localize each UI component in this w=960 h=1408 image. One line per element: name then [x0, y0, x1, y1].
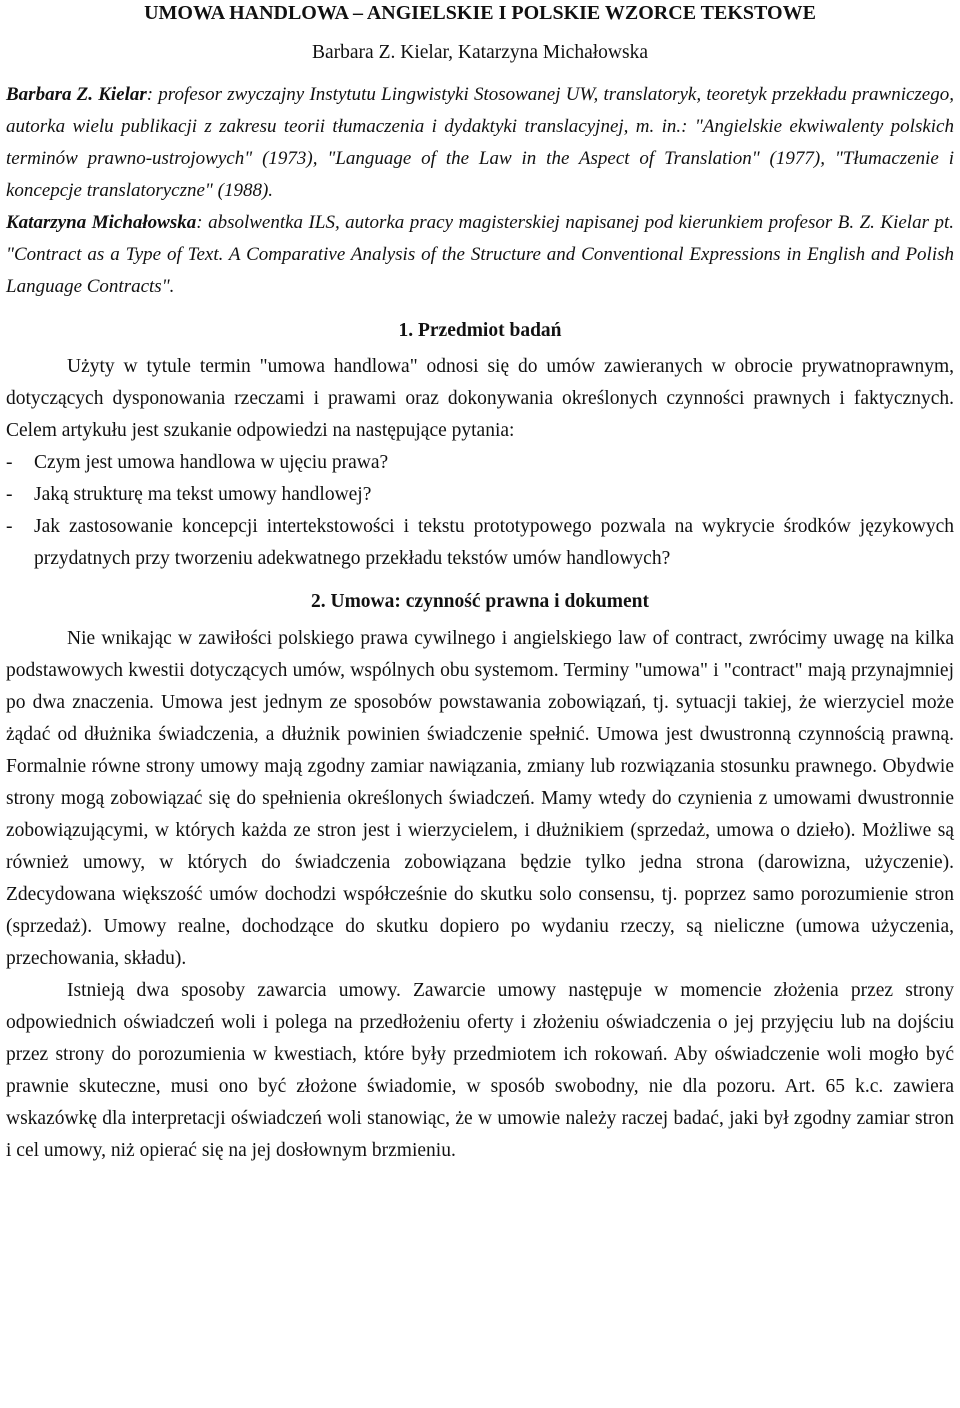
list-item [6, 479, 954, 511]
section-heading: 2. Umowa: czynność prawna i dokument [310, 591, 649, 612]
list-item [6, 511, 954, 575]
author-name: Barbara Z. Kielar [6, 84, 147, 105]
list-item-text: Jak zastosowanie koncepcji intertekstowości i tekstu prototypowego pozwala na wykrycie środków językowych przydatnych przy tworzeniu adekwatnego przekładu tekstów umów handlowych? [34, 516, 954, 569]
question-list [6, 447, 954, 575]
list-item-text: Czym jest umowa handlowa w ujęciu prawa? [34, 452, 389, 473]
list-dash: - [6, 452, 13, 473]
document-title: UMOWA HANDLOWA – ANGIELSKIE I POLSKIE WZORCE TEKSTOWE [144, 2, 816, 24]
list-dash: - [6, 516, 13, 537]
author-bio: : absolwentka ILS, autorka pracy magisterskiej napisanej pod kierunkiem profesor B. Z. Kielar pt. "Contract as a Type of Text. A Comparative Analysis of the Structure and Conventional Expressions in English and Polish Language Contracts". [6, 212, 954, 297]
author-note-michalowska [6, 207, 954, 303]
list-item [6, 447, 954, 479]
list-dash: - [6, 484, 13, 505]
paragraph: Nie wnikając w zawiłości polskiego prawa cywilnego i angielskiego law of contract, zwrócimy uwagę na kilka podstawowych kwestii dotyczących umów, wspólnych obu systemom. Terminy "umowa" i "contract" mają przynajmniej po dwa znaczenia. Umowa jest jednym ze sposobów powstawania zobowiązań, tj. sytuacji takiej, że wierzyciel może żądać od dłużnika świadczenia, a dłużnik powinien świadczenie spełnić. Umowa jest dwustronną czynnością prawną. Formalnie równe strony umowy mają zgodny zamiar nawiązania, zmiany lub rozwiązania stosunku prawnego. Obydwie strony mogą zobowiązać się do spełnienia określonych świadczeń. Mamy wtedy do czynienia z umowami dwustronnie zobowiązującymi, w których każda ze stron jest i wierzycielem, i dłużnikiem (sprzedaż, umowa o dzieło). Możliwe są również umowy, w których do świadczenia zobowiązana będzie tylko jedna strona (darowizna, użyczenie). Zdecydowana większość umów dochodzi współcześnie do skutku solo consensu, tj. poprzez samo porozumienie stron (sprzedaż). Umowy realne, dochodzące do skutku dopiero po wydaniu rzeczy, są nieliczne (umowa użyczenia, przechowania, składu). [6, 628, 954, 969]
paragraph: Istnieją dwa sposoby zawarcia umowy. Zawarcie umowy następuje w momencie złożenia przez strony odpowiednich oświadczeń woli i polega na przedłożeniu oferty i złożeniu oświadczenia o jej przyjęciu lub na dojściu przez strony do porozumienia w kwestiach, które były przedmiotem ich rokowań. Aby oświadczenie woli mogło być prawnie skuteczne, musi ono być złożone świadomie, w sposób swobodny, nie dla pozoru. Art. 65 k.c. zawiera wskazówkę dla interpretacji oświadczeń woli stanowiąc, że w umowie należy raczej badać, jaki był zgodny zamiar stron i cel umowy, niż opierać się na jej dosłownym brzmieniu. [6, 980, 954, 1161]
section-heading: 1. Przedmiot badań [398, 320, 562, 341]
author-note-kielar [6, 79, 954, 207]
author-bio: : profesor zwyczajny Instytutu Lingwistyki Stosowanej UW, translatoryk, teoretyk przekładu prawniczego, autorka wielu publikacji z zakresu teorii tłumaczenia i dydaktyki translacyjnej, m. in.: "Angielskie ekwiwalenty polskich terminów prawno-ustrojowych" (1973), "Language of the Law in the Aspect of Translation" (1977), "Tłumaczenie i koncepcje translatoryczne" (1988). [6, 84, 954, 201]
paragraph: Użyty w tytule termin "umowa handlowa" odnosi się do umów zawieranych w obrocie prywatnoprawnym, dotyczących dysponowania rzeczami i prawami oraz dokonywania określonych czynności prawnych i faktycznych. Celem artykułu jest szukanie odpowiedzi na następujące pytania: [6, 356, 954, 441]
author-name: Katarzyna Michałowska [6, 212, 197, 233]
document-page [6, 0, 954, 1167]
document-authors: Barbara Z. Kielar, Katarzyna Michałowska [312, 42, 648, 63]
list-item-text: Jaką strukturę ma tekst umowy handlowej? [34, 484, 372, 505]
